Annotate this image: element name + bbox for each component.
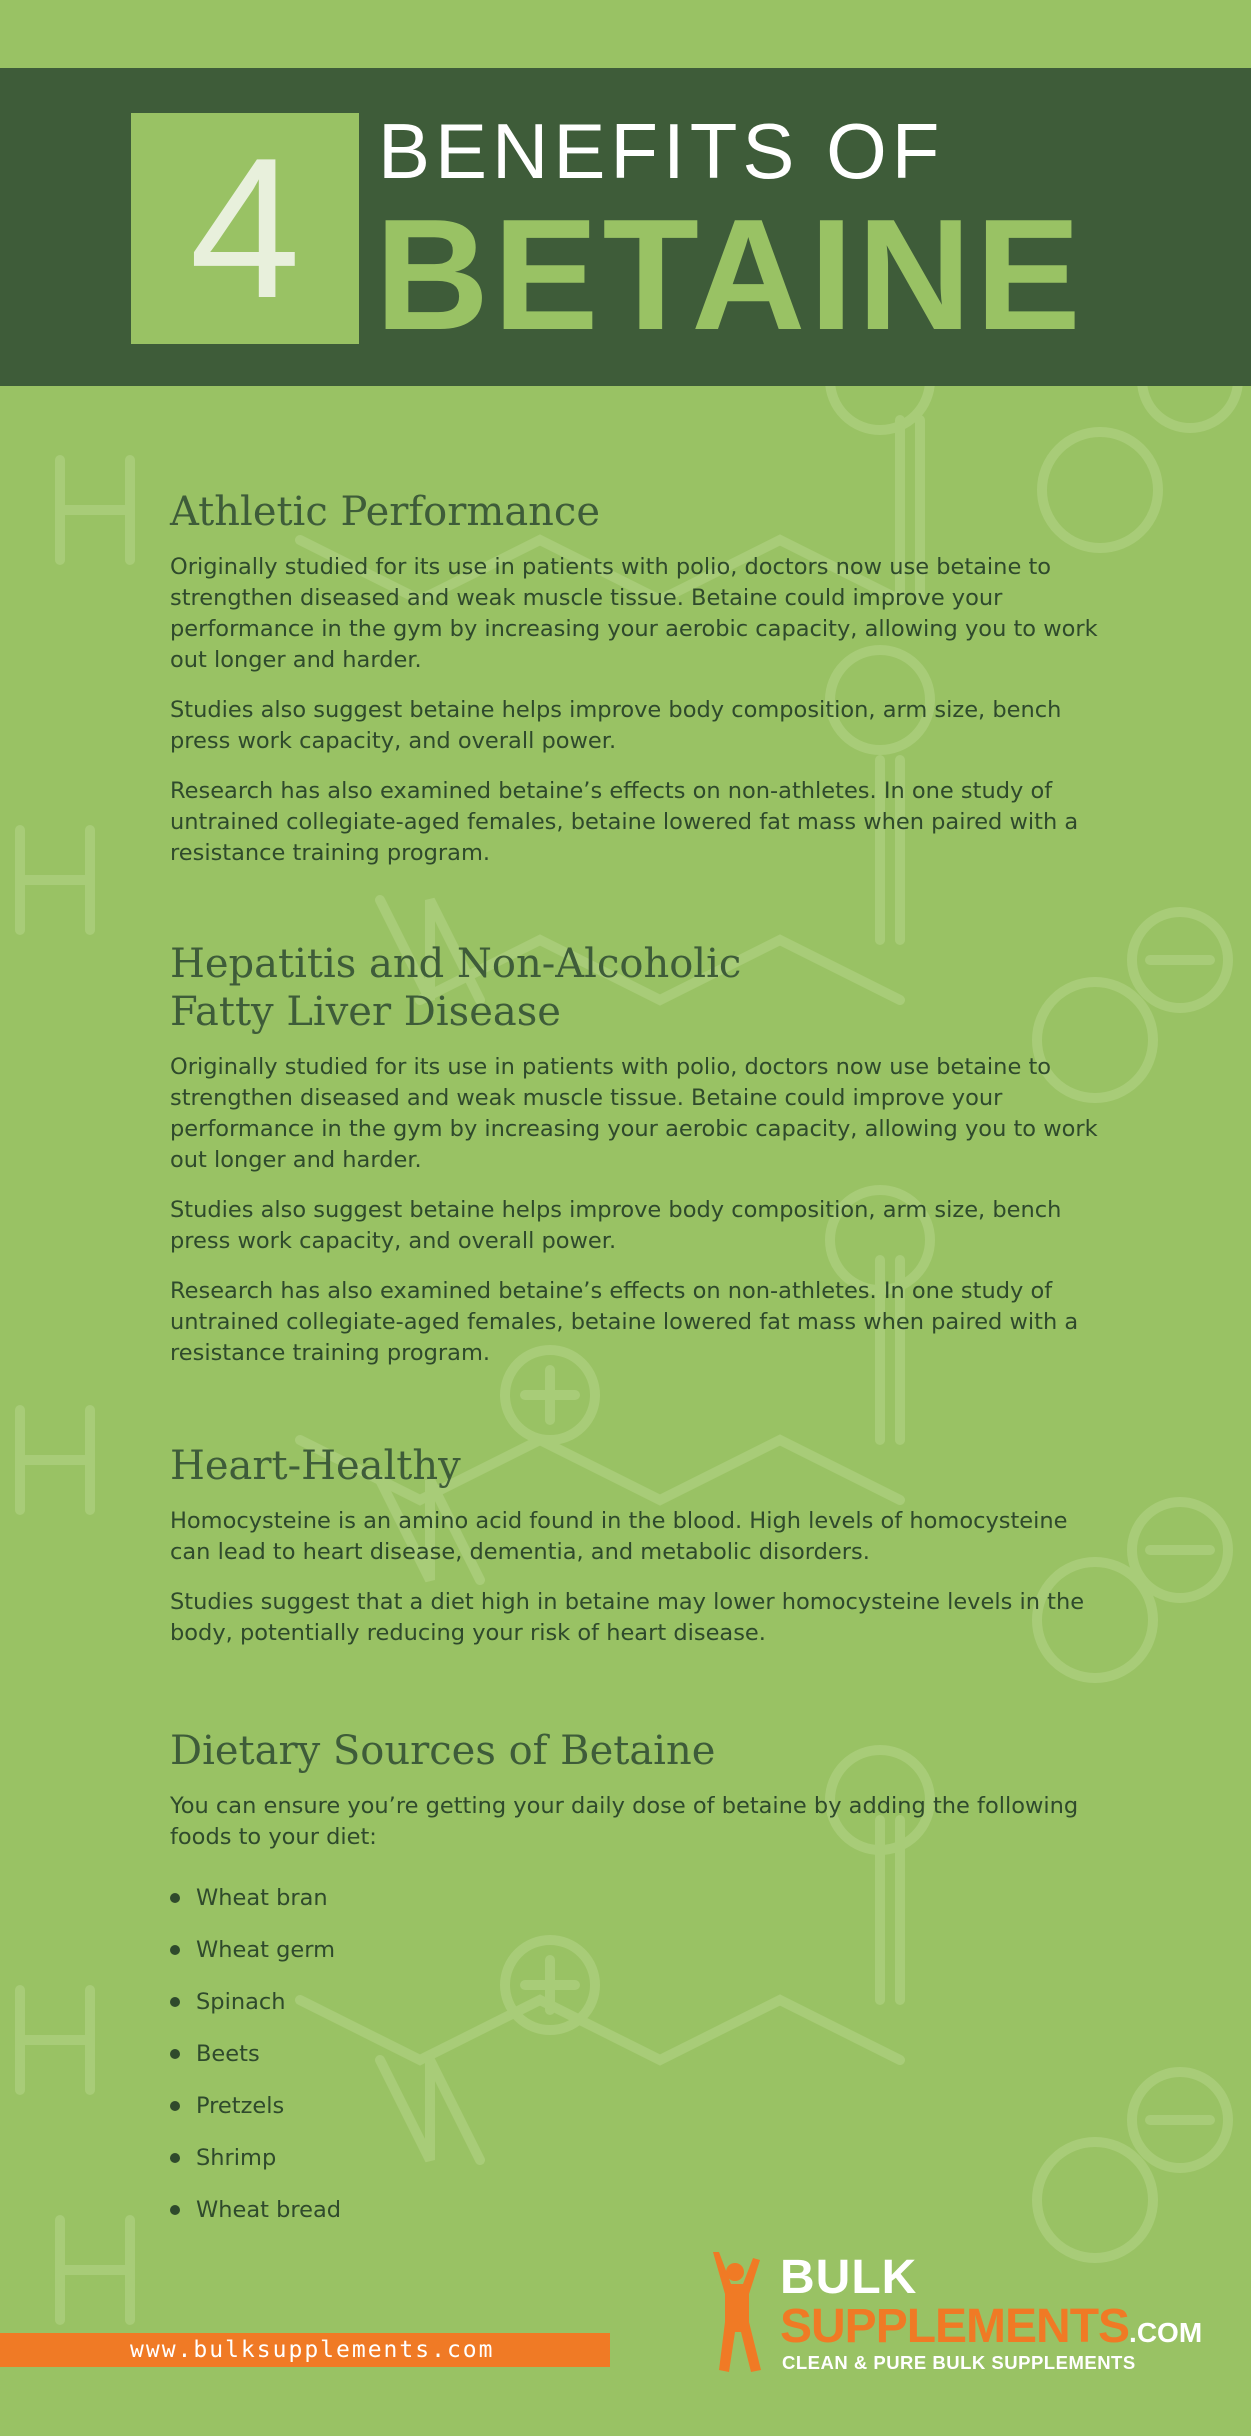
paragraph: Originally studied for its use in patients with polio, doctors now use betaine to strengthen diseased and weak muscle tissue. Betaine could improve your performance in the gym by increasing your aerobic capacity, allowing you to work out longer and harder. xyxy=(170,1054,1098,1173)
paragraph: You can ensure you’re getting your daily dose of betaine by adding the following foods to your diet: xyxy=(170,1793,1079,1850)
section-dietary-sources xyxy=(170,1727,1110,2236)
section-heart-healthy xyxy=(170,1442,1110,1668)
paragraph: Research has also examined betaine’s effects on non-athletes. In one study of untrained collegiate-aged females, betaine lowered fat mass when paired with a resistance training program. xyxy=(170,778,1079,866)
section-hepatitis-fatty-liver xyxy=(170,940,1110,1388)
paragraph: Studies also suggest betaine helps improve body composition, arm size, bench press work capacity, and overall power. xyxy=(170,1197,1062,1254)
benefit-count: 4 xyxy=(131,113,359,344)
section-title: Heart-Healthy xyxy=(170,1443,461,1489)
section-title: Dietary Sources of Betaine xyxy=(170,1728,716,1774)
athlete-figure-icon xyxy=(705,2250,775,2375)
list-item: Shrimp xyxy=(170,2132,1110,2184)
section-athletic-performance xyxy=(170,488,1110,888)
title-line-benefits-of: BENEFITS OF xyxy=(378,107,945,195)
logo-supplements-text: SUPPLEMENTS xyxy=(780,2300,1130,2353)
list-item: Pretzels xyxy=(170,2080,1110,2132)
list-item: Wheat bread xyxy=(170,2184,1110,2236)
list-item: Wheat germ xyxy=(170,1924,1110,1976)
paragraph: Research has also examined betaine’s effects on non-athletes. In one study of untrained collegiate-aged females, betaine lowered fat mass when paired with a resistance training program. xyxy=(170,1278,1079,1366)
list-item: Spinach xyxy=(170,1976,1110,2028)
food-list xyxy=(170,1872,1110,2236)
paragraph: Originally studied for its use in patients with polio, doctors now use betaine to strengthen diseased and weak muscle tissue. Betaine could improve your performance in the gym by increasing your aerobic capacity, allowing you to work out longer and harder. xyxy=(170,554,1098,673)
bulk-supplements-logo xyxy=(705,2250,1203,2380)
website-url: www.bulksupplements.com xyxy=(130,2337,495,2363)
section-title-line2: Fatty Liver Disease xyxy=(170,989,561,1035)
title-line-betaine: BETAINE xyxy=(375,187,1085,363)
website-url-bar xyxy=(0,2333,610,2367)
paragraph: Studies suggest that a diet high in betaine may lower homocysteine levels in the body, potentially reducing your risk of heart disease. xyxy=(170,1589,1085,1646)
logo-dot-com: .COM xyxy=(1129,2317,1203,2348)
logo-word-supplements xyxy=(780,2302,1202,2358)
list-item: Beets xyxy=(170,2028,1110,2080)
title-banner xyxy=(0,68,1251,386)
section-title: Athletic Performance xyxy=(170,489,600,535)
section-title xyxy=(170,940,1110,1036)
section-title-line1: Hepatitis and Non-Alcoholic xyxy=(170,941,742,987)
logo-tagline: CLEAN & PURE BULK SUPPLEMENTS xyxy=(782,2352,1136,2373)
paragraph: Homocysteine is an amino acid found in the blood. High levels of homocysteine can lead to heart disease, dementia, and metabolic disorders. xyxy=(170,1508,1068,1565)
paragraph: Studies also suggest betaine helps improve body composition, arm size, bench press work capacity, and overall power. xyxy=(170,697,1062,754)
logo-word-bulk: BULK xyxy=(780,2251,918,2304)
list-item: Wheat bran xyxy=(170,1872,1110,1924)
